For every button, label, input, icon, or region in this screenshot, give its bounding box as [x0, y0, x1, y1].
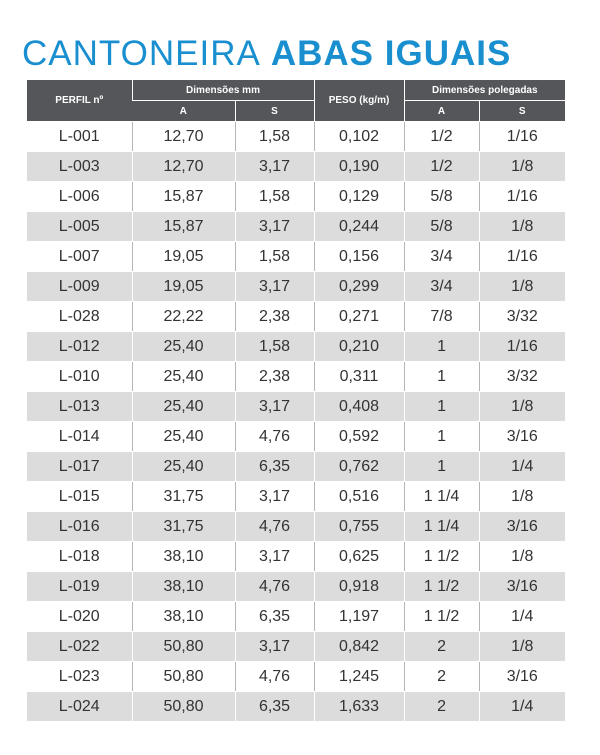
- table-row: [27, 572, 565, 602]
- table-row: [27, 122, 565, 152]
- in-a-cell: 2: [404, 692, 479, 722]
- perfil-cell: L-020: [27, 602, 132, 632]
- mm-s-cell: 3,17: [235, 482, 314, 512]
- perfil-cell: L-019: [27, 572, 132, 602]
- mm-s-cell: 1,58: [235, 122, 314, 152]
- in-a-cell: 1: [404, 362, 479, 392]
- mm-s-cell: 6,35: [235, 692, 314, 722]
- in-s-cell: 3/16: [479, 662, 565, 692]
- mm-s-cell: 6,35: [235, 602, 314, 632]
- mm-s-cell: 4,76: [235, 572, 314, 602]
- perfil-cell: L-003: [27, 152, 132, 182]
- peso-cell: 1,245: [314, 662, 404, 692]
- in-s-cell: 1/8: [479, 392, 565, 422]
- in-a-cell: 1 1/4: [404, 512, 479, 542]
- mm-s-cell: 3,17: [235, 212, 314, 242]
- page-title: [22, 34, 511, 74]
- peso-cell: 0,190: [314, 152, 404, 182]
- perfil-cell: L-022: [27, 632, 132, 662]
- table-row: [27, 302, 565, 332]
- perfil-cell: L-014: [27, 422, 132, 452]
- peso-cell: 0,918: [314, 572, 404, 602]
- perfil-cell: L-015: [27, 482, 132, 512]
- peso-cell: 0,244: [314, 212, 404, 242]
- peso-cell: 0,842: [314, 632, 404, 662]
- in-s-cell: 1/16: [479, 242, 565, 272]
- mm-a-cell: 25,40: [132, 452, 235, 482]
- mm-a-cell: 12,70: [132, 122, 235, 152]
- peso-cell: 0,156: [314, 242, 404, 272]
- in-s-cell: 1/4: [479, 602, 565, 632]
- table-row: [27, 212, 565, 242]
- mm-a-cell: 50,80: [132, 692, 235, 722]
- mm-a-cell: 38,10: [132, 572, 235, 602]
- mm-a-cell: 25,40: [132, 362, 235, 392]
- in-a-cell: 5/8: [404, 182, 479, 212]
- table-row: [27, 362, 565, 392]
- mm-a-cell: 25,40: [132, 422, 235, 452]
- perfil-cell: L-028: [27, 302, 132, 332]
- peso-cell: 0,762: [314, 452, 404, 482]
- title-bold: ABAS IGUAIS: [270, 34, 512, 73]
- in-a-cell: 1 1/2: [404, 572, 479, 602]
- mm-a-cell: 31,75: [132, 512, 235, 542]
- mm-a-cell: 12,70: [132, 152, 235, 182]
- in-a-cell: 1 1/2: [404, 542, 479, 572]
- in-s-cell: 1/8: [479, 272, 565, 302]
- in-s-cell: 1/16: [479, 332, 565, 362]
- mm-s-cell: 1,58: [235, 242, 314, 272]
- header-peso: PESO (kg/m): [314, 80, 404, 122]
- in-a-cell: 3/4: [404, 272, 479, 302]
- header-dimensions-inches: Dimensões polegadas: [404, 80, 565, 101]
- mm-s-cell: 4,76: [235, 512, 314, 542]
- in-s-cell: 1/8: [479, 212, 565, 242]
- peso-cell: 0,311: [314, 362, 404, 392]
- mm-s-cell: 2,38: [235, 302, 314, 332]
- table-row: [27, 452, 565, 482]
- perfil-cell: L-023: [27, 662, 132, 692]
- mm-s-cell: 3,17: [235, 542, 314, 572]
- header-dimensions-mm: Dimensões mm: [132, 80, 314, 101]
- header-in-a: A: [404, 101, 479, 122]
- in-a-cell: 1: [404, 422, 479, 452]
- peso-cell: 0,271: [314, 302, 404, 332]
- peso-cell: 0,516: [314, 482, 404, 512]
- in-s-cell: 3/16: [479, 422, 565, 452]
- table-row: [27, 512, 565, 542]
- mm-s-cell: 3,17: [235, 392, 314, 422]
- perfil-cell: L-016: [27, 512, 132, 542]
- table-row: [27, 242, 565, 272]
- mm-s-cell: 1,58: [235, 182, 314, 212]
- peso-cell: 0,129: [314, 182, 404, 212]
- peso-cell: 0,299: [314, 272, 404, 302]
- mm-s-cell: 6,35: [235, 452, 314, 482]
- header-in-s: S: [479, 101, 565, 122]
- mm-a-cell: 19,05: [132, 272, 235, 302]
- mm-a-cell: 50,80: [132, 632, 235, 662]
- header-perfil: PERFIL nº: [27, 80, 132, 122]
- in-s-cell: 1/8: [479, 542, 565, 572]
- mm-a-cell: 15,87: [132, 212, 235, 242]
- in-s-cell: 3/16: [479, 512, 565, 542]
- in-a-cell: 1/2: [404, 122, 479, 152]
- peso-cell: 1,633: [314, 692, 404, 722]
- mm-a-cell: 15,87: [132, 182, 235, 212]
- table-row: [27, 422, 565, 452]
- perfil-cell: L-024: [27, 692, 132, 722]
- title-light: CANTONEIRA: [22, 34, 261, 73]
- in-s-cell: 3/32: [479, 362, 565, 392]
- in-a-cell: 2: [404, 632, 479, 662]
- perfil-cell: L-012: [27, 332, 132, 362]
- mm-s-cell: 3,17: [235, 272, 314, 302]
- perfil-cell: L-009: [27, 272, 132, 302]
- perfil-cell: L-006: [27, 182, 132, 212]
- in-s-cell: 1/8: [479, 152, 565, 182]
- mm-s-cell: 4,76: [235, 662, 314, 692]
- table-row: [27, 392, 565, 422]
- mm-s-cell: 2,38: [235, 362, 314, 392]
- in-s-cell: 3/32: [479, 302, 565, 332]
- perfil-cell: L-017: [27, 452, 132, 482]
- in-a-cell: 7/8: [404, 302, 479, 332]
- mm-a-cell: 25,40: [132, 332, 235, 362]
- perfil-cell: L-007: [27, 242, 132, 272]
- table-row: [27, 602, 565, 632]
- in-a-cell: 1 1/4: [404, 482, 479, 512]
- header-mm-s: S: [235, 101, 314, 122]
- table-row: [27, 482, 565, 512]
- peso-cell: 1,197: [314, 602, 404, 632]
- in-a-cell: 1: [404, 452, 479, 482]
- peso-cell: 0,102: [314, 122, 404, 152]
- table-row: [27, 272, 565, 302]
- in-s-cell: 1/16: [479, 182, 565, 212]
- peso-cell: 0,592: [314, 422, 404, 452]
- in-s-cell: 1/16: [479, 122, 565, 152]
- mm-a-cell: 22,22: [132, 302, 235, 332]
- table-row: [27, 332, 565, 362]
- in-a-cell: 1 1/2: [404, 602, 479, 632]
- table-row: [27, 152, 565, 182]
- header-mm-a: A: [132, 101, 235, 122]
- mm-a-cell: 31,75: [132, 482, 235, 512]
- mm-a-cell: 38,10: [132, 602, 235, 632]
- peso-cell: 0,408: [314, 392, 404, 422]
- table-row: [27, 542, 565, 572]
- mm-a-cell: 38,10: [132, 542, 235, 572]
- table-row: [27, 182, 565, 212]
- peso-cell: 0,210: [314, 332, 404, 362]
- perfil-cell: L-001: [27, 122, 132, 152]
- in-a-cell: 3/4: [404, 242, 479, 272]
- in-s-cell: 1/8: [479, 482, 565, 512]
- perfil-cell: L-010: [27, 362, 132, 392]
- mm-s-cell: 4,76: [235, 422, 314, 452]
- perfil-cell: L-018: [27, 542, 132, 572]
- mm-s-cell: 1,58: [235, 332, 314, 362]
- in-a-cell: 1/2: [404, 152, 479, 182]
- in-a-cell: 5/8: [404, 212, 479, 242]
- in-a-cell: 2: [404, 662, 479, 692]
- perfil-cell: L-005: [27, 212, 132, 242]
- in-a-cell: 1: [404, 332, 479, 362]
- mm-s-cell: 3,17: [235, 152, 314, 182]
- in-s-cell: 3/16: [479, 572, 565, 602]
- mm-s-cell: 3,17: [235, 632, 314, 662]
- mm-a-cell: 19,05: [132, 242, 235, 272]
- in-s-cell: 1/4: [479, 452, 565, 482]
- perfil-cell: L-013: [27, 392, 132, 422]
- in-a-cell: 1: [404, 392, 479, 422]
- mm-a-cell: 25,40: [132, 392, 235, 422]
- in-s-cell: 1/4: [479, 692, 565, 722]
- table-body: [27, 122, 565, 722]
- peso-cell: 0,625: [314, 542, 404, 572]
- table-row: [27, 662, 565, 692]
- mm-a-cell: 50,80: [132, 662, 235, 692]
- in-s-cell: 1/8: [479, 632, 565, 662]
- table-row: [27, 632, 565, 662]
- peso-cell: 0,755: [314, 512, 404, 542]
- profiles-table: [27, 80, 565, 722]
- table-row: [27, 692, 565, 722]
